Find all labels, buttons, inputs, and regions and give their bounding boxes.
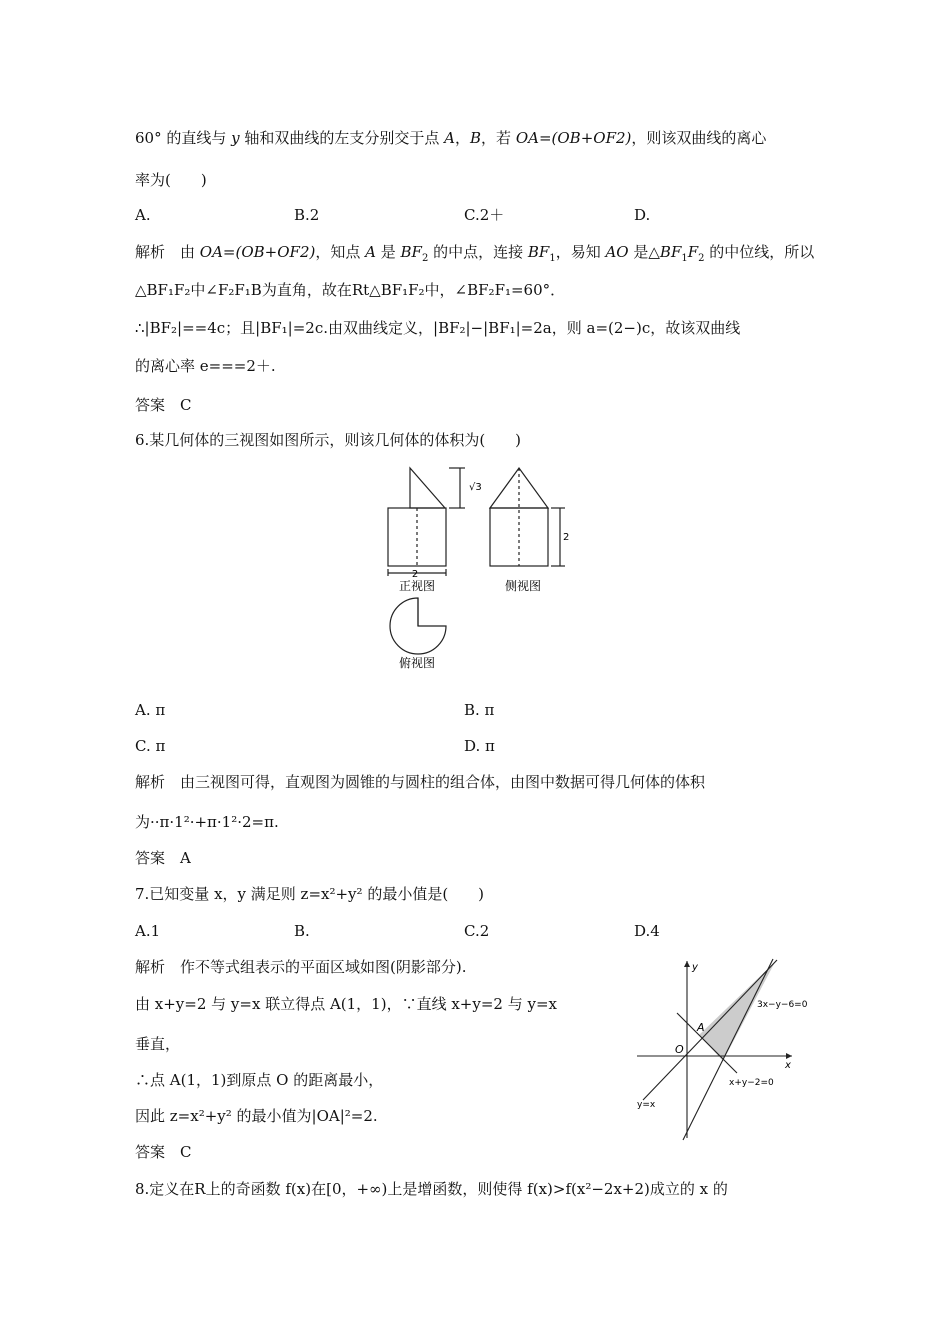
q5-solution-line-2: △BF₁F₂中∠F₂F₁B为直角，故在Rt△BF₁F₂中，∠BF₂F₁=60°．: [135, 281, 566, 299]
line-label-y-x: y=x: [637, 1100, 656, 1110]
top-view-label: 俯视图: [398, 656, 436, 670]
q7-option-a: A.1: [135, 922, 161, 940]
q6-option-c: C. π: [135, 737, 166, 755]
q6-option-b: B. π: [464, 701, 495, 719]
front-width-label: 2: [411, 569, 419, 580]
top-view: [390, 598, 446, 654]
q6-solution-line-2: 为··π·1²·+π·1²·2=π.: [135, 813, 279, 831]
q7-solution-line-5: 因此 z=x²+y² 的最小值为|OA|²=2.: [135, 1107, 378, 1125]
origin-label: O: [675, 1043, 684, 1056]
q7-solution-line-4: ∴点 A(1，1)到原点 O 的距离最小，: [135, 1071, 384, 1089]
y-axis-arrow-icon: [684, 961, 690, 967]
y-axis-label: y: [692, 962, 698, 973]
line-label-x-y-2: x+y−2=0: [729, 1078, 774, 1088]
q7-question: 7.已知变量 x，y 满足则 z=x²+y² 的最小值是( ): [135, 885, 485, 903]
side-view-label: 侧视图: [504, 579, 542, 593]
side-height-label: 2: [563, 532, 570, 543]
q7-option-c: C.2: [464, 922, 490, 940]
q7-solution-line-1: 解析 作不等式组表示的平面区域如图(阴影部分).: [135, 958, 467, 976]
front-view-label: 正视图: [398, 579, 436, 593]
q6-question: 6.某几何体的三视图如图所示，则该几何体的体积为( ): [135, 431, 522, 449]
x-axis-arrow-icon: [786, 1053, 792, 1059]
q5-option-d: D.: [634, 206, 651, 224]
q5-option-a: A.: [135, 206, 151, 224]
q7-answer: 答案 C: [135, 1143, 192, 1161]
line-3x-minus-y-minus-6: [683, 959, 773, 1140]
q5-solution-line-1: 解析 由 OA=(OB+OF2)，知点 A 是 $BF_2$ 的中点，连接 $BF_1$，易知 AO 是$\triangle BF_1F_2$ 的中位线，所以: [135, 243, 815, 264]
q6-option-a: A. π: [135, 701, 166, 719]
line-label-3x-y-6: 3x−y−6=0: [757, 1000, 808, 1010]
q5-option-b: B.2: [294, 206, 320, 224]
sqrt3-label: √3: [469, 482, 482, 493]
q6-option-d: D. π: [464, 737, 495, 755]
front-view: [388, 468, 465, 576]
q7-option-b: B.: [294, 922, 310, 940]
q6-answer: 答案 A: [135, 849, 191, 867]
q6-solution-line-1: 解析 由三视图可得，直观图为圆锥的与圆柱的组合体，由图中数据可得几何体的体积: [135, 773, 706, 791]
q5-answer: 答案 C: [135, 396, 192, 414]
q5-solution-line-3: ∴|BF₂|==4c；且|BF₁|=2c.由双曲线定义，|BF₂|−|BF₁|=2a，则 a=(2−)c，故该双曲线: [135, 319, 741, 337]
side-view: [490, 468, 565, 566]
q8-question: 8.定义在R上的奇函数 f(x)在[0，+∞)上是增函数，则使得 f(x)>f(x²−2x+2)成立的 x 的: [135, 1180, 728, 1198]
point-a-label: A: [697, 1021, 705, 1034]
q7-option-d: D.4: [634, 922, 660, 940]
q7-solution-line-3: 垂直，: [135, 1035, 181, 1053]
feasible-region-graph: [625, 955, 825, 1145]
q5-line-1: 60° 的直线与 y 轴和双曲线的左支分别交于点 A，B，若 OA=(OB+OF2)，则该双曲线的离心: [135, 129, 767, 147]
q5-solution-line-4: 的离心率 e===2＋.: [135, 357, 276, 375]
q5-option-c: C.2＋: [464, 206, 505, 224]
q5-line-2: 率为( ): [135, 171, 207, 189]
q7-solution-line-2: 由 x+y=2 与 y=x 联立得点 A(1，1)，∵直线 x+y=2 与 y=x: [135, 995, 558, 1013]
x-axis-label: x: [785, 1060, 791, 1071]
three-view-figure: [375, 462, 590, 677]
